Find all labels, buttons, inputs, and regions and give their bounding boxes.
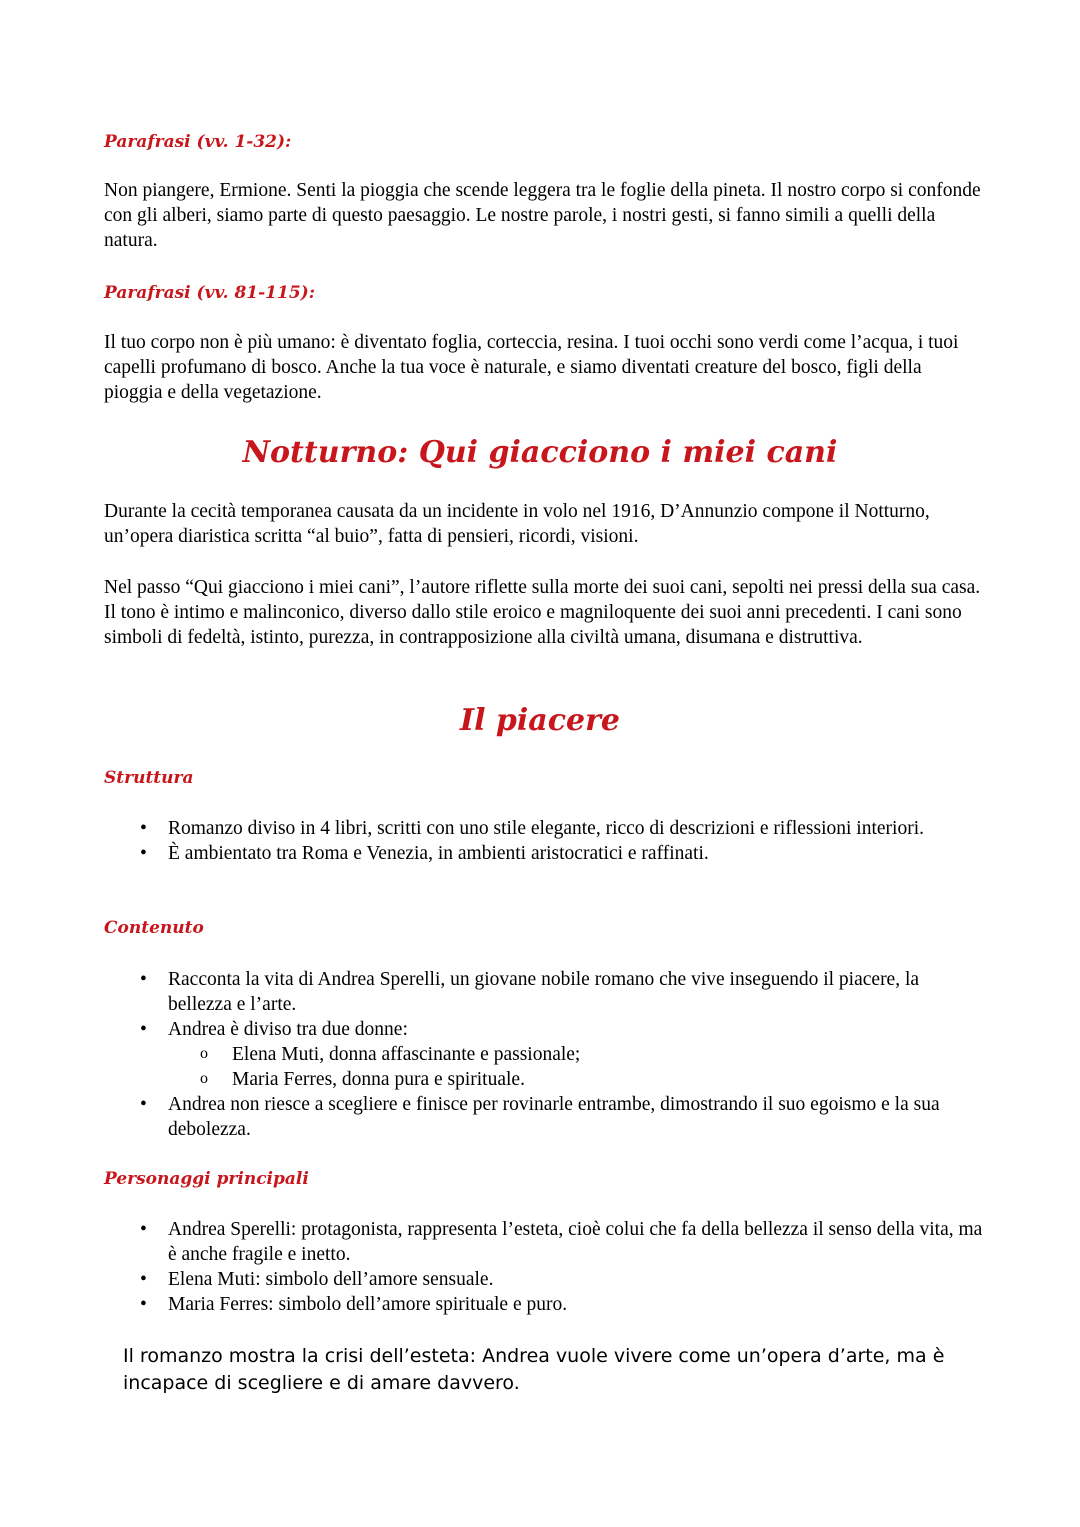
piacere-title: Il piacere — [460, 703, 620, 738]
notturno-paragraph-2: Nel passo “Qui giacciono i miei cani”, l’autore riflette sulla morte dei suoi cani, sepolti nei pressi della sua casa. Il tono è intimo e malinconico, diverso dallo stile eroico e magniloquente dei suoi anni precedenti. I cani sono simboli di fedeltà, istinto, purezza, in contrapposizione alla civiltà umana, disumana e distruttiva. — [104, 577, 981, 648]
list-item — [104, 1017, 984, 1092]
struttura-heading: Struttura — [104, 768, 194, 788]
personaggi-heading: Personaggi principali — [104, 1169, 309, 1189]
list-item: • Romanzo diviso in 4 libri, scritti con uno stile elegante, ricco di descrizioni e riflessioni interiori. — [104, 816, 984, 841]
parafrasi-2-text: Il tuo corpo non è più umano: è diventato foglia, corteccia, resina. I tuoi occhi sono verdi come l’acqua, i tuoi capelli profumano di bosco. Anche la tua voce è naturale, e siamo diventati creature del bosco, figli della pioggia e della vegetazione. — [104, 332, 959, 403]
list-item: • Andrea non riesce a scegliere e finisce per rovinarle entrambe, dimostrando il suo egoismo e la sua debolezza. — [104, 1092, 984, 1142]
contenuto-list — [104, 967, 984, 1142]
parafrasi-1-text: Non piangere, Ermione. Senti la pioggia che scende leggera tra le foglie della pineta. Il nostro corpo si confonde con gli alberi, siamo parte di questo paesaggio. Le nostre parole, i nostri gesti, si fanno simili a quelli della natura. — [104, 180, 981, 251]
notturno-paragraph-1: Durante la cecità temporanea causata da un incidente in volo nel 1916, D’Annunzio compone il Notturno, un’opera diaristica scritta “al buio”, fatta di pensieri, ricordi, visioni. — [104, 501, 930, 547]
women-sublist — [168, 1042, 984, 1092]
personaggi-list — [104, 1217, 984, 1317]
sublist-item: o Maria Ferres, donna pura e spirituale. — [168, 1067, 984, 1092]
list-item: • È ambientato tra Roma e Venezia, in ambienti aristocratici e raffinati. — [104, 841, 984, 866]
closing-paragraph: Il romanzo mostra la crisi dell’esteta: Andrea vuole vivere come un’opera d’arte, ma è incapace di scegliere e di amare davvero. — [123, 1345, 945, 1394]
sublist-item: o Elena Muti, donna affascinante e passionale; — [168, 1042, 984, 1067]
list-item: • Racconta la vita di Andrea Sperelli, un giovane nobile romano che vive inseguendo il piacere, la bellezza e l’arte. — [104, 967, 984, 1017]
list-item: • Elena Muti: simbolo dell’amore sensuale. — [104, 1267, 984, 1292]
list-item-text: Andrea è diviso tra due donne: — [168, 1019, 408, 1040]
parafrasi-2-heading: Parafrasi (vv. 81-115): — [104, 283, 315, 303]
list-item: • Maria Ferres: simbolo dell’amore spirituale e puro. — [104, 1292, 984, 1317]
notturno-title: Notturno: Qui giacciono i miei cani — [242, 435, 838, 470]
contenuto-heading: Contenuto — [104, 918, 204, 938]
parafrasi-1-heading: Parafrasi (vv. 1-32): — [104, 132, 292, 152]
list-item: • Andrea Sperelli: protagonista, rappresenta l’esteta, cioè colui che fa della bellezza il senso della vita, ma è anche fragile e inetto. — [104, 1217, 984, 1267]
struttura-list — [104, 816, 984, 866]
